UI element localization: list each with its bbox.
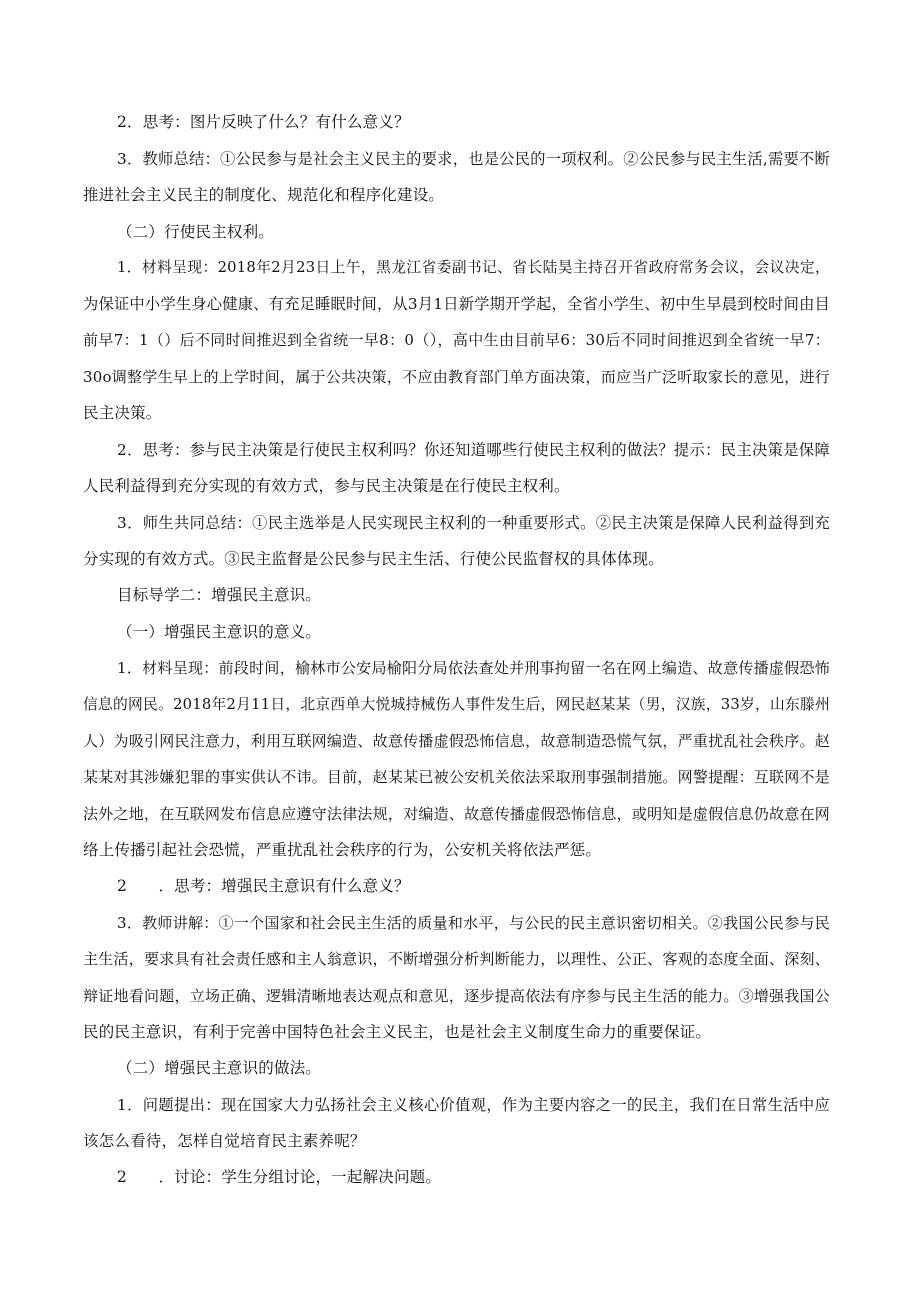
text-line: 民主决策。 xyxy=(83,404,162,422)
text-line: （二）增强民主意识的做法。 xyxy=(117,1059,322,1077)
text-line: 推进社会主义民主的制度化、规范化和程序化建设。 xyxy=(83,186,445,204)
text-line: 1．材料呈现：2018年2月23日上午，黑龙江省委副书记、省长陆昊主持召开省政府常务会议，会议决定， xyxy=(117,259,830,276)
text-line: （二）行使民主权利。 xyxy=(117,223,275,241)
text-line: 信息的网民。2018年2月11日，北京西单大悦城持械伤人事件发生后，网民赵某某（男，汉族，33岁，山东滕州 xyxy=(83,696,830,713)
text-line: 前早7：1（）后不同时间推迟到全省统一早8：0（），高中生由目前早6：30后不同时间推迟到全省统一早7： xyxy=(83,331,830,349)
text-line: 民的民主意识，有利于完善中国特色社会主义民主，也是社会主义制度生命力的重要保证。 xyxy=(83,1023,712,1041)
text-line: 3．教师讲解：①一个国家和社会民主生活的质量和水平，与公民的民主意识密切相关。②我国公民参与民 xyxy=(117,914,830,932)
text-line: 辩证地看问题，立场正确、逻辑清晰地表达观点和意见，逐步提高依法有序参与民主生活的能力。③增强我国公 xyxy=(83,987,830,1005)
text-line: 分实现的有效方式。③民主监督是公民参与民主生活、行使公民监督权的具体体现。 xyxy=(83,550,664,568)
text-line: 3．师生共同总结：①民主选举是人民实现民主权利的一种重要形式。②民主决策是保障人民利益得到充 xyxy=(117,514,830,532)
text-line: （一）增强民主意识的意义。 xyxy=(117,623,322,641)
text-line: 法外之地，在互联网发布信息应遵守法律法规，对编造、故意传播虚假恐怖信息，或明知是虚假信息仍故意在网 xyxy=(83,805,830,823)
text-line: 人）为吸引网民注意力，利用互联网编造、故意传播虚假恐怖信息，故意制造恐慌气氛，严重扰乱社会秩序。赵 xyxy=(83,732,830,750)
text-line: 人民利益得到充分实现的有效方式，参与民主决策是在行使民主权利。 xyxy=(83,477,570,495)
text-line: 2．思考：图片反映了什么？有什么意义？ xyxy=(117,113,410,131)
text-line: 1．材料呈现：前段时间，榆林市公安局榆阳分局依法查处并刑事拘留一名在网上编造、故意传播虚假恐怖 xyxy=(117,659,830,677)
text-line: 为保证中小学生身心健康、有充足睡眠时间，从3月1日新学期开学起，全省小学生、初中生早晨到校时间由目 xyxy=(83,295,830,313)
text-line: 某某对其涉嫌犯罪的事实供认不讳。目前，赵某某已被公安机关依法采取刑事强制措施。网警提醒：互联网不是 xyxy=(83,768,830,786)
text-line: 2 ．思考：增强民主意识有什么意义？ xyxy=(117,877,410,895)
text-line: 2．思考：参与民主决策是行使民主权利吗？你还知道哪些行使民主权利的做法？提示：民主决策是保障 xyxy=(117,441,830,459)
text-line: 络上传播引起社会恐慌，严重扰乱社会秩序的行为，公安机关将依法严惩。 xyxy=(83,841,602,859)
text-line: 目标导学二：增强民主意识。 xyxy=(117,586,322,604)
text-line: 主生活，要求具有社会责任感和主人翁意识，不断增强分析判断能力，以理性、公正、客观的态度全面、深刻、 xyxy=(83,950,830,968)
text-line: 3．教师总结：①公民参与是社会主义民主的要求，也是公民的一项权利。②公民参与民主生活,需要不断 xyxy=(117,150,830,168)
text-line: 30o调整学生早上的上学时间，属于公共决策，不应由教育部门单方面决策，而应当广泛听取家长的意见，进行 xyxy=(83,368,830,386)
text-line: 该怎么看待，怎样自觉培育民主素养呢？ xyxy=(83,1132,366,1150)
text-line: 2 ．讨论：学生分组讨论，一起解决问题。 xyxy=(117,1168,442,1186)
text-line: 1．问题提出：现在国家大力弘扬社会主义核心价值观，作为主要内容之一的民主，我们在日常生活中应 xyxy=(117,1096,830,1114)
